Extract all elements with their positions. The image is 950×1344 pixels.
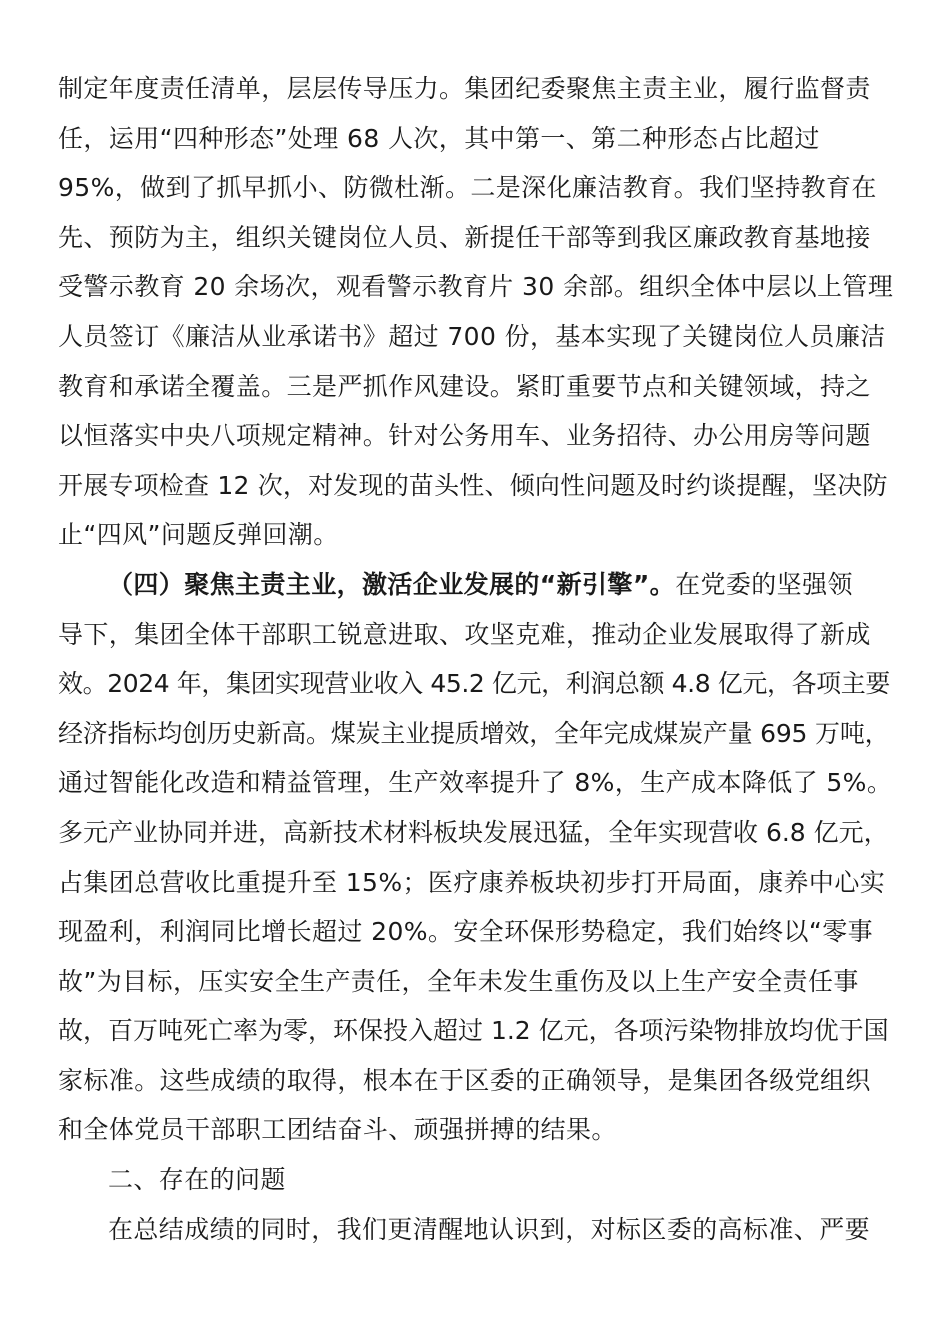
paragraph-section-4 bbox=[58, 560, 894, 1155]
text-line: 故，百万吨死亡率为零，环保投入超过 1.2 亿元，各项污染物排放均优于国 bbox=[58, 1016, 889, 1046]
text-line: 通过智能化改造和精益管理，生产效率提升了 8%，生产成本降低了 5%。 bbox=[58, 768, 893, 798]
section-2-first-line: 在总结成绩的同时，我们更清醒地认识到，对标区委的高标准、严要 bbox=[108, 1214, 871, 1244]
document-body bbox=[58, 64, 894, 1254]
text-line: 制定年度责任清单，层层传导压力。集团纪委聚焦主责主业，履行监督责 bbox=[58, 74, 871, 103]
text-line: 故”为目标，压实安全生产责任，全年未发生重伤及以上生产安全责任事 bbox=[58, 966, 859, 996]
text-line: 多元产业协同并进，高新技术材料板块发展迅猛，全年实现营收 6.8 亿元， bbox=[58, 817, 889, 847]
text-line: 止“四风”问题反弹回潮。 bbox=[58, 520, 339, 550]
text-line: 任，运用“四种形态”处理 68 人次，其中第一、第二种形态占比超过 bbox=[58, 123, 820, 153]
text-line: 以恒落实中央八项规定精神。针对公务用车、业务招待、办公用房等问题 bbox=[58, 421, 871, 451]
text-line: 95%，做到了抓早抓小、防微杜渐。二是深化廉洁教育。我们坚持教育在 bbox=[58, 173, 877, 203]
section-2-heading: 二、存在的问题 bbox=[108, 1165, 286, 1195]
section-4-heading-line bbox=[58, 560, 894, 610]
text-line: 导下，集团全体干部职工锐意进取、攻坚克难，推动企业发展取得了新成 bbox=[58, 619, 871, 649]
text-line: 开展专项检查 12 次，对发现的苗头性、倾向性问题及时约谈提醒，坚决防 bbox=[58, 470, 888, 500]
text-line: 经济指标均创历史新高。煤炭主业提质增效，全年完成煤炭产量 695 万吨， bbox=[58, 718, 890, 748]
section-4-heading: （四）聚焦主责主业，激活企业发展的“新引擎”。 bbox=[108, 569, 676, 599]
text-line: 效。2024 年，集团实现营业收入 45.2 亿元，利润总额 4.8 亿元，各项主要 bbox=[58, 669, 890, 699]
text-line: 和全体党员干部职工团结奋斗、顽强拼搏的结果。 bbox=[58, 1115, 617, 1145]
text-line: 人员签订《廉洁从业承诺书》超过 700 份，基本实现了关键岗位人员廉洁 bbox=[58, 321, 886, 351]
text-line: 现盈利，利润同比增长超过 20%。安全环保形势稳定，我们始终以“零事 bbox=[58, 917, 874, 947]
text-line: 受警示教育 20 余场次，观看警示教育片 30 余部。组织全体中层以上管理 bbox=[58, 272, 894, 302]
text-line: 占集团总营收比重提升至 15%；医疗康养板块初步打开局面，康养中心实 bbox=[58, 867, 886, 897]
paragraph-discipline bbox=[58, 64, 894, 560]
section-4-heading-continuation: 在党委的坚强领 bbox=[675, 569, 853, 599]
text-line: 教育和承诺全覆盖。三是严抓作风建设。紧盯重要节点和关键领域，持之 bbox=[58, 371, 871, 401]
text-line: 家标准。这些成绩的取得，根本在于区委的正确领导，是集团各级党组织 bbox=[58, 1065, 871, 1095]
text-line: 先、预防为主，组织关键岗位人员、新提任干部等到我区廉政教育基地接 bbox=[58, 222, 871, 252]
